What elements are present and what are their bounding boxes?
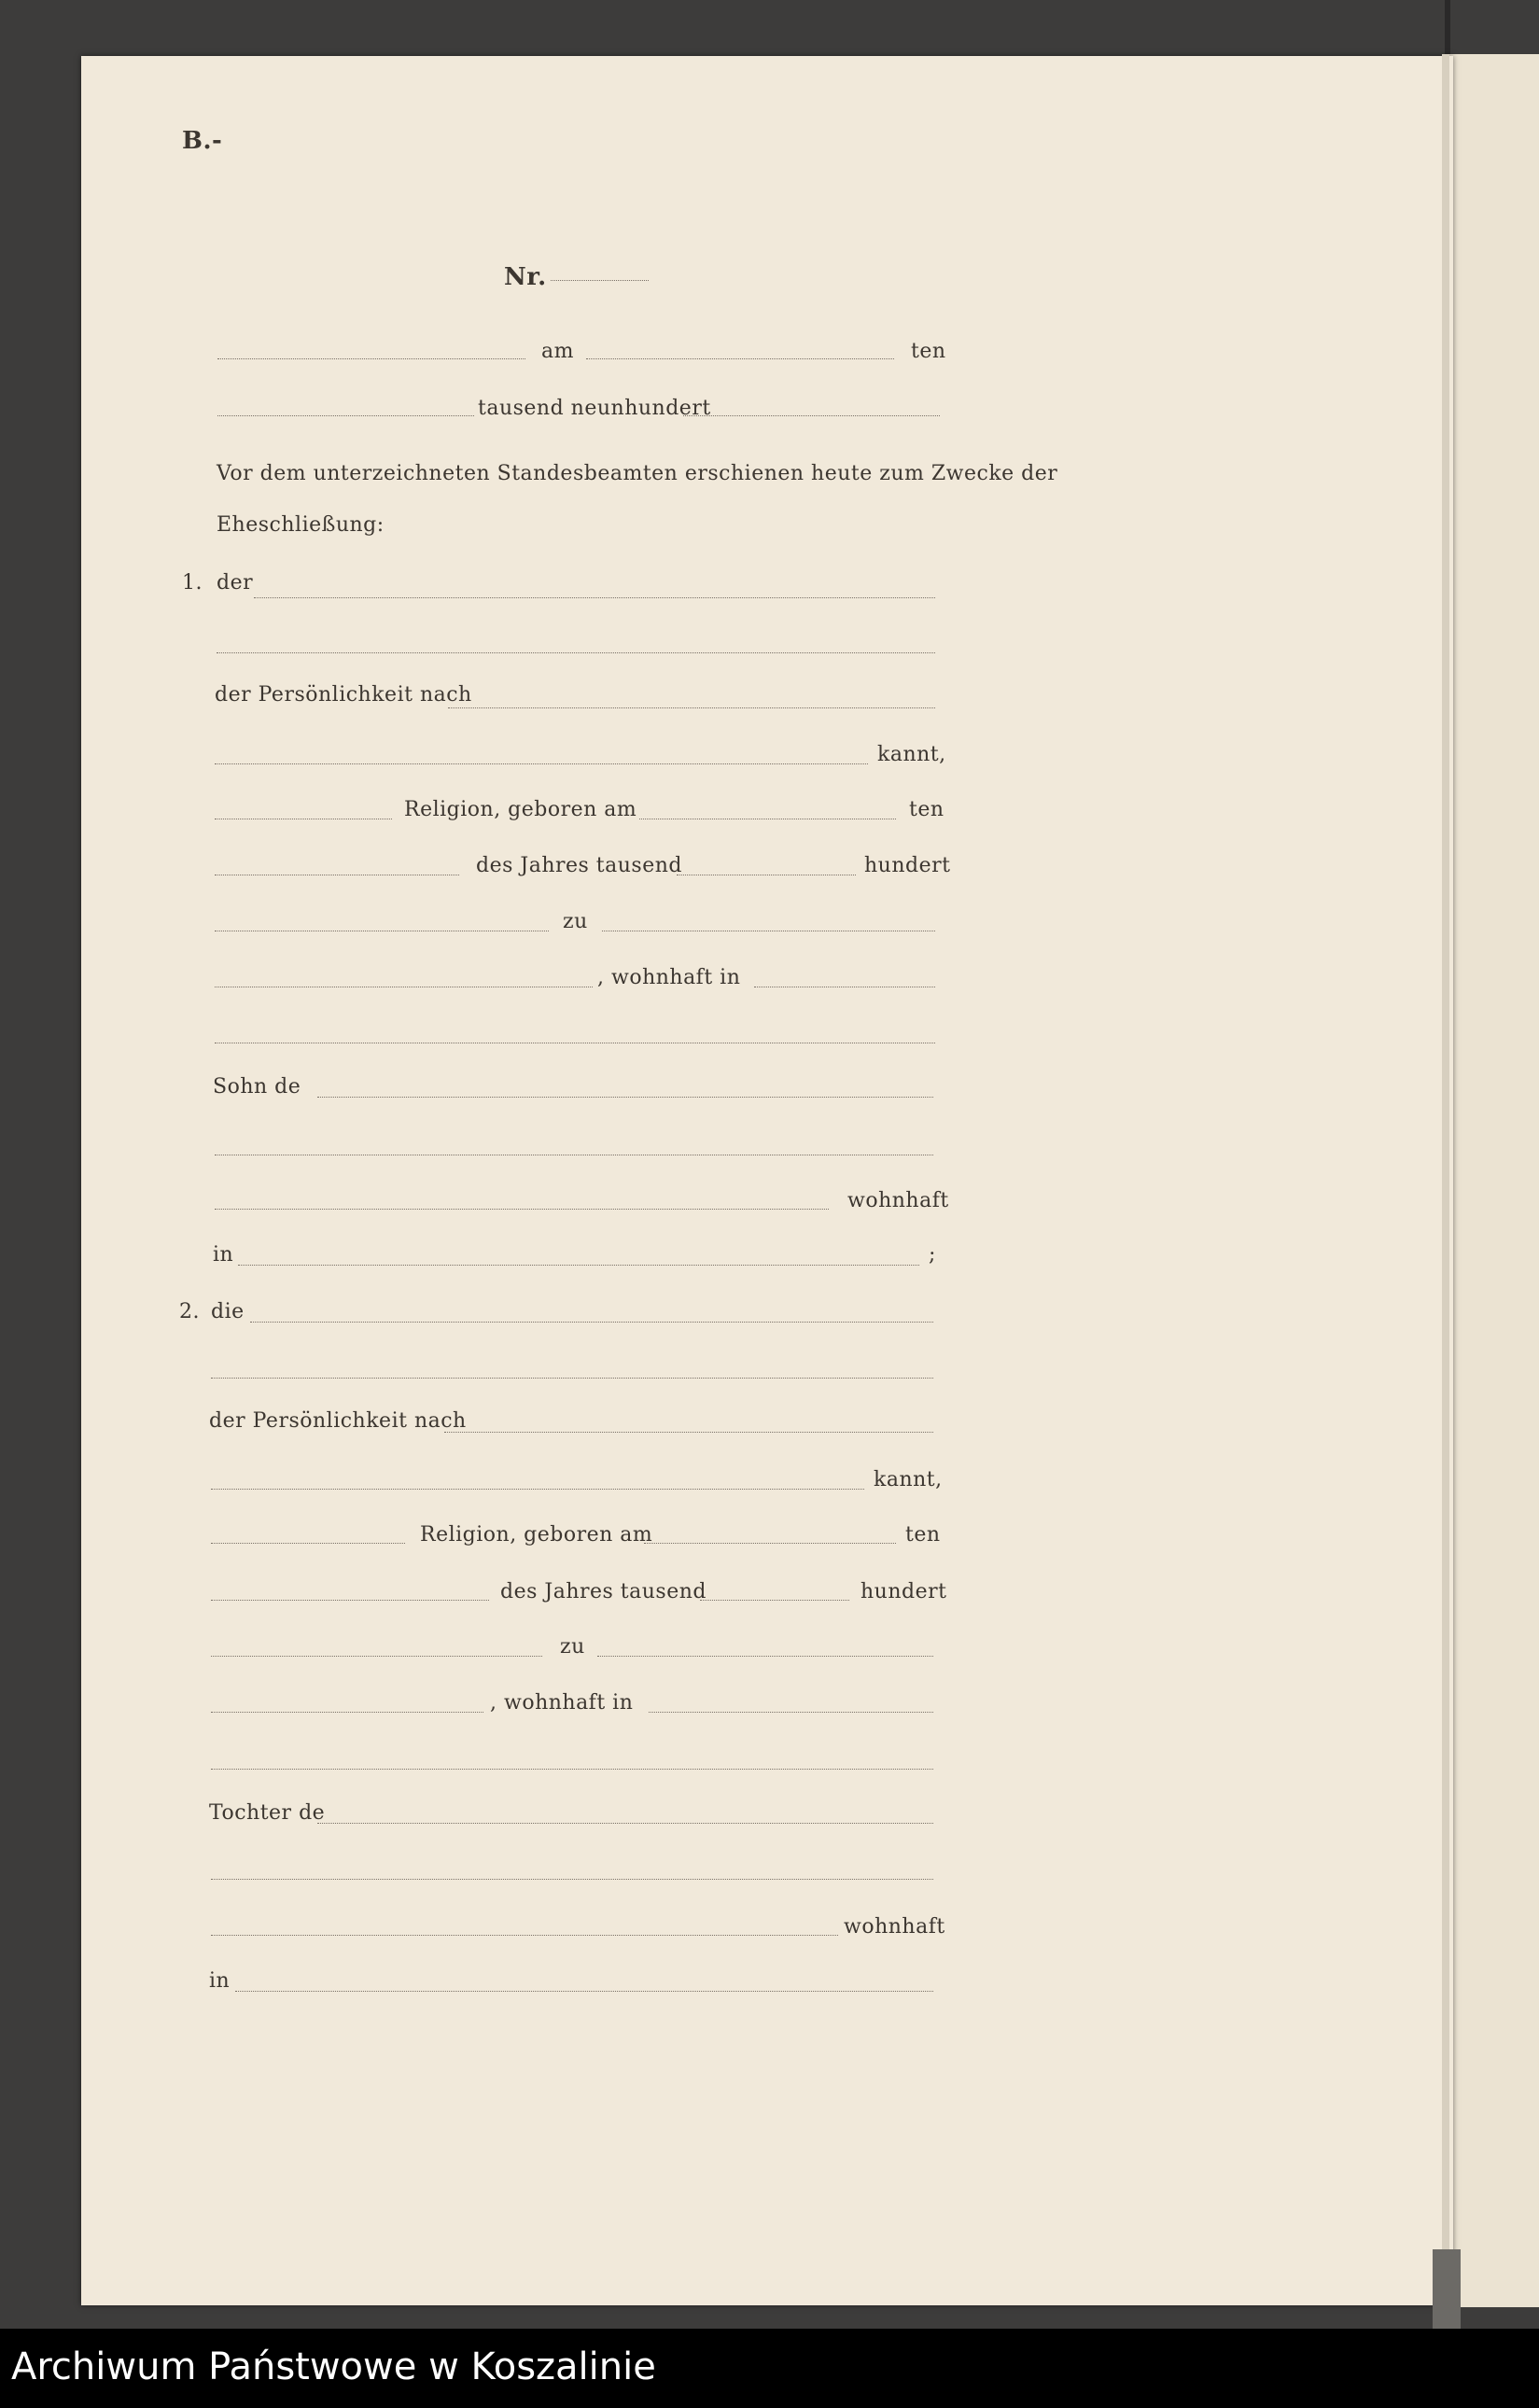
place-field[interactable] — [217, 358, 525, 359]
person2-birthplace-field-2[interactable] — [211, 1712, 483, 1713]
person2-wohnhaft: wohnhaft — [844, 1915, 945, 1939]
person2-identity-field-2[interactable] — [211, 1489, 864, 1490]
person1-kannt: kannt, — [877, 743, 946, 766]
day-field[interactable] — [586, 358, 894, 359]
person2-name-field-2[interactable] — [211, 1378, 933, 1379]
binding-strip — [1433, 2249, 1461, 2329]
nr-label: Nr. — [504, 263, 547, 291]
person1-parents-field[interactable] — [317, 1097, 933, 1098]
person1-identity-field-2[interactable] — [215, 763, 868, 764]
person1-parents-residence-field[interactable] — [238, 1265, 919, 1266]
nr-field[interactable] — [551, 280, 649, 281]
person2-parents-field-3[interactable] — [211, 1935, 838, 1936]
person2-ten: ten — [905, 1523, 941, 1547]
person2-kannt: kannt, — [874, 1468, 943, 1491]
person1-identity-field[interactable] — [448, 707, 935, 708]
person2-residence-field-2[interactable] — [211, 1769, 933, 1770]
person1-in: in — [213, 1243, 234, 1267]
person2-parents-field[interactable] — [317, 1823, 933, 1824]
person2-birthplace-field[interactable] — [597, 1656, 933, 1657]
intro-line-1: Vor dem unterzeichneten Standesbeamten erschienen heute zum Zwecke der — [217, 462, 1058, 485]
person1-wohnhaft: wohnhaft — [847, 1189, 949, 1212]
person2-die: die — [211, 1300, 245, 1323]
person1-sohn: Sohn de — [213, 1075, 301, 1099]
tausend-label: tausend neunhundert — [478, 397, 711, 420]
person2-persoenlichkeit: der Persönlichkeit nach — [209, 1409, 467, 1433]
person2-hundert: hundert — [860, 1580, 947, 1603]
person2-parents-field-2[interactable] — [211, 1879, 933, 1880]
form-letter: B.- — [182, 127, 223, 155]
person2-name-field[interactable] — [250, 1322, 933, 1323]
person2-birthday-field[interactable] — [644, 1543, 896, 1544]
month-field[interactable] — [217, 415, 474, 416]
person1-semicolon: ; — [929, 1243, 936, 1267]
ten-label: ten — [911, 340, 946, 363]
person2-number: 2. — [179, 1300, 200, 1323]
person1-name-field[interactable] — [254, 597, 935, 598]
person1-der: der — [217, 571, 254, 595]
person2-tochter: Tochter de — [209, 1801, 326, 1825]
person1-name-field-2[interactable] — [217, 652, 935, 653]
person1-ten: ten — [909, 798, 944, 821]
person2-month-field[interactable] — [211, 1600, 489, 1601]
person1-zu: zu — [563, 910, 588, 933]
person1-hundert: hundert — [864, 854, 951, 877]
person1-persoenlichkeit: der Persönlichkeit nach — [215, 683, 472, 707]
person2-des-jahres: des Jahres tausend — [500, 1580, 707, 1603]
person2-identity-field[interactable] — [444, 1432, 933, 1433]
person2-wohnhaft-in: , wohnhaft in — [490, 1691, 634, 1715]
person2-parents-residence-field[interactable] — [235, 1991, 933, 1992]
am-label: am — [541, 340, 574, 363]
person2-residence-field[interactable] — [649, 1712, 933, 1713]
person2-year2-field[interactable] — [211, 1656, 542, 1657]
person2-religion: Religion, geboren am — [420, 1523, 653, 1547]
person1-number: 1. — [182, 571, 203, 595]
person2-in: in — [209, 1969, 231, 1993]
intro-line-2: Eheschließung: — [217, 513, 385, 537]
person2-year-field[interactable] — [700, 1600, 849, 1601]
form-page — [81, 56, 1453, 2305]
next-page-edge — [1449, 54, 1539, 2307]
person1-wohnhaft-in: , wohnhaft in — [597, 966, 741, 989]
page-edge — [1442, 54, 1449, 2307]
year-field[interactable] — [683, 415, 940, 416]
person1-des-jahres: des Jahres tausend — [476, 854, 682, 877]
person2-zu: zu — [560, 1635, 585, 1659]
person1-parents-field-3[interactable] — [215, 1209, 829, 1210]
archive-footer — [0, 2329, 1539, 2408]
person1-religion: Religion, geboren am — [404, 798, 637, 821]
archive-name: Archiwum Państwowe w Koszalinie — [11, 2345, 656, 2388]
person2-religion-field[interactable] — [211, 1543, 405, 1544]
